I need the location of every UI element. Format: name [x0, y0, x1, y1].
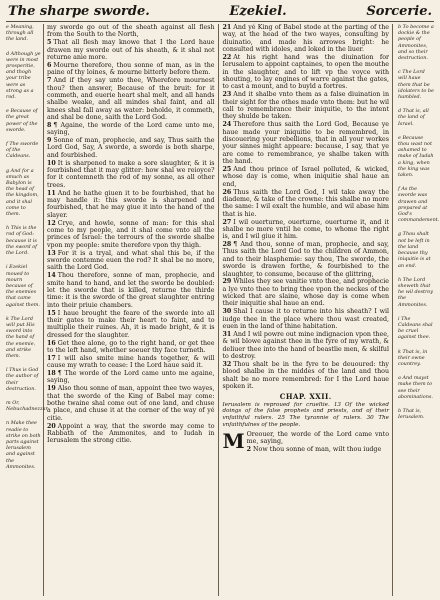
verse [47, 77, 215, 121]
verse-text: Thus saith the Lord God, I wil take away the diademe, & take of the crowne: this shalbe no more the same: I wil exalt the humble, and wil abase him that is hie. [222, 188, 389, 218]
verse-text: Appoint a way, that the sworde may come to Rabbath of the Ammonites, and to Iudah in Ierusalem the strong citie. [47, 422, 215, 445]
verse [223, 278, 390, 307]
verse-number: 13 [47, 249, 56, 257]
verse [47, 250, 215, 272]
verse [47, 423, 215, 445]
verse-number: 31 [222, 331, 232, 339]
margin-note: f As the sworde was drawen and prepared at God's commandement. [398, 186, 440, 224]
text-column-1 [47, 24, 219, 596]
margin-note: b That is, Ierusalem. [398, 407, 425, 421]
header-right: Sorcerie. [366, 4, 432, 19]
verse-text: I wil ouerturne, ouerturne, ouerturne it, and it shalbe no more vntil he come, to whome the right is, and I wil giue it him. [222, 218, 389, 241]
verse-text: Thou shalt be in the fyre to be deuoured: thy blood shalbe in the middes of the land and thou shalt be no more remembred: for I the Lord haue spoken it. [222, 361, 389, 391]
verse-text: It is sharpened to make a sore slaughter, & it is fourbished that it may glitter: how shal we reioyce? for it contemneth the rod of my sonne, as all other trees. [47, 159, 215, 189]
verse [47, 370, 215, 385]
page-body [6, 24, 440, 596]
verse-text: Oreouer, the worde of the Lord came vnto me, saying, [246, 431, 389, 446]
margin-note: g Thou shalt not be left in the land because thy iniquitie is at an end. [398, 231, 431, 269]
margin-note: g And for a smuch as Babylon is the head of the kingdom, and it shal come to them. [6, 167, 39, 218]
margin-note: h The Lord sheweth that he wil destroy the Ammonites. [398, 276, 434, 308]
margin-note: l Thus is God the author of their destruction. [6, 367, 39, 392]
margin-note: m Or, Nebuchadnezzar. [6, 399, 49, 413]
verse-number: 14 [47, 272, 56, 280]
verse-number: 12 [47, 219, 56, 227]
verse-number: 19 [47, 385, 56, 393]
margin-note: a And mayst make them to see their abominations. [398, 375, 433, 400]
verse-number: 15 [47, 309, 56, 317]
verse [223, 446, 390, 453]
margin-note: d That is, all the land of Israel. [398, 108, 429, 127]
verse [223, 121, 390, 165]
verse [47, 137, 215, 159]
verse-text: For it is a tryal, and what shal this be, if the sworde contemne euen the rod? It shal be no more, saith the Lord God. [47, 249, 215, 272]
verse [223, 91, 390, 120]
verse-text: Crye, and howle, sonne of man: for this shal come to my people, and it shal come vnto all the princes of Israel: the terrours of the sworde shalbe vpon my people: smite therefore vpon thy thigh. [47, 219, 215, 249]
verse [47, 220, 215, 249]
verse [223, 189, 390, 218]
verse-text: I haue brought the feare of the sworde into all their gates to make their heart to faint, and to multiplie their ruines. Ah, it is made bright, & it is dressed for the slaughter. [47, 309, 215, 339]
verse [223, 219, 390, 241]
margin-note: i The Caldeans shal be cruel against thee. [398, 315, 433, 341]
margin-note: k The Lord will put His sword into the hand of the enemie, and strike them. [6, 315, 36, 359]
verse-text: And if they say unto thee, Wherefore mournest thou? then answer, Because of the bruit: for it commeth, and euerie heart shal melt, and all hands shalbe weake, and all mindes shal faint, and all knees shal fall away as water: beholde, it commeth, and shal be done, saith the Lord God. [47, 77, 215, 121]
right-margin-notes [396, 24, 440, 596]
margin-note: c The Lord will haue them that be idolaters to be humbled. [398, 69, 434, 101]
verse-number: 2 [246, 446, 252, 454]
verse-text: And he hathe giuen it to be fourbished, that he may handle it: this sworde is sharpened and fourbished, that he may giue it into the hand of the slayer. [47, 189, 215, 219]
verse [47, 160, 215, 189]
verse-number: 9 [47, 137, 52, 145]
margin-note: e Because thou wast not ashamed to make of Iudah a king, when the king was taken. [398, 134, 434, 179]
verse-number: 10 [47, 159, 56, 167]
verse [223, 166, 390, 188]
verse [47, 122, 215, 137]
verse-number: 23 [222, 91, 232, 99]
verse-text: Thou therefore, sonne of man, prophecie, and smite hand to hand, and let the sworde be doubled: let the sworde that is killed, returne the thirde time: it is the sworde of the great slaughter entring into their priuie chambers. [47, 272, 215, 309]
verse-text: And thou prince of Israel polluted, & wicked, whose day is come, when iniquitie shal haue an end, [222, 165, 389, 188]
running-header [6, 4, 434, 22]
verse-text: Get thee alone, go to the right hand, or get thee to the left hand, whether soeuer thy face turneth. [47, 339, 215, 354]
verse-text: ¶ The worde of the Lord came unto me againe, saying, [47, 370, 215, 385]
verse [47, 272, 215, 309]
text-column-2 [222, 24, 394, 596]
verse-text: I will also smite mine hands together, & will cause my wrath to cease: I the Lord haue said it. [47, 354, 215, 370]
verse-number: 21 [222, 24, 232, 31]
margin-note: i Ezekiel moued to mourn because of the enemies that came against them. [6, 264, 40, 308]
verse-number: 29 [222, 278, 232, 286]
margin-note: e Meaning, through all the land. [6, 24, 34, 43]
verse-number: 25 [222, 165, 232, 173]
margin-note: h This is the rod of God: because it is the sword of the Lord. [6, 225, 37, 257]
verse-number: 6 [47, 61, 52, 69]
verse [47, 24, 215, 39]
header-left: The sharpe sworde. [8, 4, 150, 19]
verse-number: 28 [222, 241, 232, 249]
verse-text: Shal I cause it to returne into his sheath? I wil iudge thee in the place where thou wast created, euen in the land of thine habitation. [222, 308, 389, 331]
verse-text: And it shalbe vnto them as a false diuination in their sight for the othes made vnto them: but he wil call to remembrance their iniquitie, to the intent they shulde be taken. [222, 91, 389, 121]
verse-text: That all flesh may knowe that I the Lord haue drawen my sworde out of his sheath, & it shal not returne anie more. [47, 39, 215, 61]
verse-text: Whiles they see vanitie vnto thee, and prophecie a lye vnto thee to bring thee vpon the neckes of the wicked that are slaine, whose day is come when their iniquitie shal haue an end. [222, 278, 389, 308]
margin-note: e Because of the great power of the sworde. [6, 108, 38, 133]
verse [223, 308, 390, 330]
chapter-verses [223, 431, 390, 454]
margin-note: f The sworde of the Caldeans. [6, 141, 39, 160]
verse [47, 385, 215, 422]
verse [47, 39, 215, 61]
verse-number: 26 [222, 188, 232, 196]
chapter-argument: Ierusalem is reproued for crueltie. 13 Of the wicked doings of the false prophets and priests, and of their vnfaithful rulers. 25 The tyrannie of rulers. 30 The vnfaithfulnes of the people. [222, 401, 389, 428]
margin-note: b To become a dockie & the people of Ammonites, and so their destruction. [398, 24, 434, 62]
verse-text: Mourne therefore, thou sonne of man, as in the paine of thy loines, & mourne bitterly before them. [47, 61, 215, 77]
verse-number: 5 [47, 39, 52, 47]
verse [223, 241, 390, 278]
verse-number: 18 [47, 370, 56, 378]
verse [223, 24, 390, 53]
verse-number: 30 [222, 308, 232, 316]
verse-text: ¶ And thou, sonne of man, prophecie, and say, Thus saith the Lord God to the children of Ammon, and to their blasphemie: say thou, The sworde, the sworde is drawen forthe, & fourbished to the slaughter, to consume, because of the glittring, [222, 241, 389, 278]
verse [47, 310, 215, 339]
margin-note: d Although ye were in most prosperitie, and thogh your tribe were as strong as a rod. [6, 50, 41, 101]
verse [47, 62, 215, 77]
verse-text: Now thou sonne of man, wilt thou iudge [253, 446, 382, 454]
verse [223, 361, 390, 390]
header-center: Ezekiel. [229, 4, 287, 19]
verse-number: 20 [47, 422, 56, 430]
verse-number: 17 [47, 354, 56, 362]
verse [223, 331, 390, 360]
verse [47, 340, 215, 355]
verse-text: Therefore thus saith the Lord God, Because ye haue made your iniquitie to be remembred, in discouering your rebellions, that in all your workes your sinnes might appeare: because, I say, that ye are come to remembrance, ye shalbe taken with the hand. [222, 121, 389, 165]
verse [223, 54, 390, 91]
verse-text: Also thou sonne of man, appoint thee two wayes, that the sworde of the King of Babel may come: bothe twaine shal come out of one land, and chuse a place, and chuse it at the corner of the way of yé citie. [47, 385, 215, 422]
verse-number: 22 [222, 53, 232, 61]
verse-number: 16 [47, 339, 56, 347]
verse-number: 8 [47, 121, 52, 129]
left-margin-notes [6, 24, 49, 596]
verse-text: At his right hand was the diuination for Ierusalem to appoint captaines, to open the mouthe in the slaughter, and to lift vp the voyce with shouting, to lay engines of warre against the gates, to cast a mount, and to buyld a fortres. [222, 53, 389, 91]
verse-number: 7 [47, 77, 52, 85]
verse-text: Sonne of man, prophecie, and say, Thus saith the Lord God, Say, A sworde, a sworde is both sharpe, and fourbished. [47, 137, 215, 159]
verse-text: my sworde go out of the sheath against all flesh from the South to the North, [47, 24, 215, 39]
verse-number: 32 [222, 361, 232, 368]
verse [47, 355, 215, 370]
verse-text: ¶ Againe, the worde of the Lord came unto me, saying, [47, 121, 215, 137]
margin-note: n Make thee readie to strike on both parts against Ierusalem and against the Ammonites. [6, 420, 41, 470]
drop-capital: M [222, 429, 245, 454]
column-2-verses [223, 24, 390, 390]
verse [223, 431, 390, 446]
verse-number: 27 [222, 218, 232, 226]
margin-note: k That is, in their owne countrey. [398, 348, 428, 367]
verse [47, 190, 215, 219]
chapter-heading: CHAP. XXII. [279, 392, 332, 402]
verse-number: 24 [222, 121, 232, 129]
verse-number: 11 [47, 189, 56, 197]
verse-text: And I wil powre out mine indignacion vpon thee, & wil blowe against thee in the fyre of my wrath, & deliuer thee into the hand of beastlie men, & skilful to destroy. [222, 331, 389, 361]
verse-text: And yé King of Babel stode at the parting of the way, at the head of the two wayes, consulting by diuinatio, and made his arrowes bright: he consulted with idoles, and loked in the liuer. [222, 24, 389, 54]
